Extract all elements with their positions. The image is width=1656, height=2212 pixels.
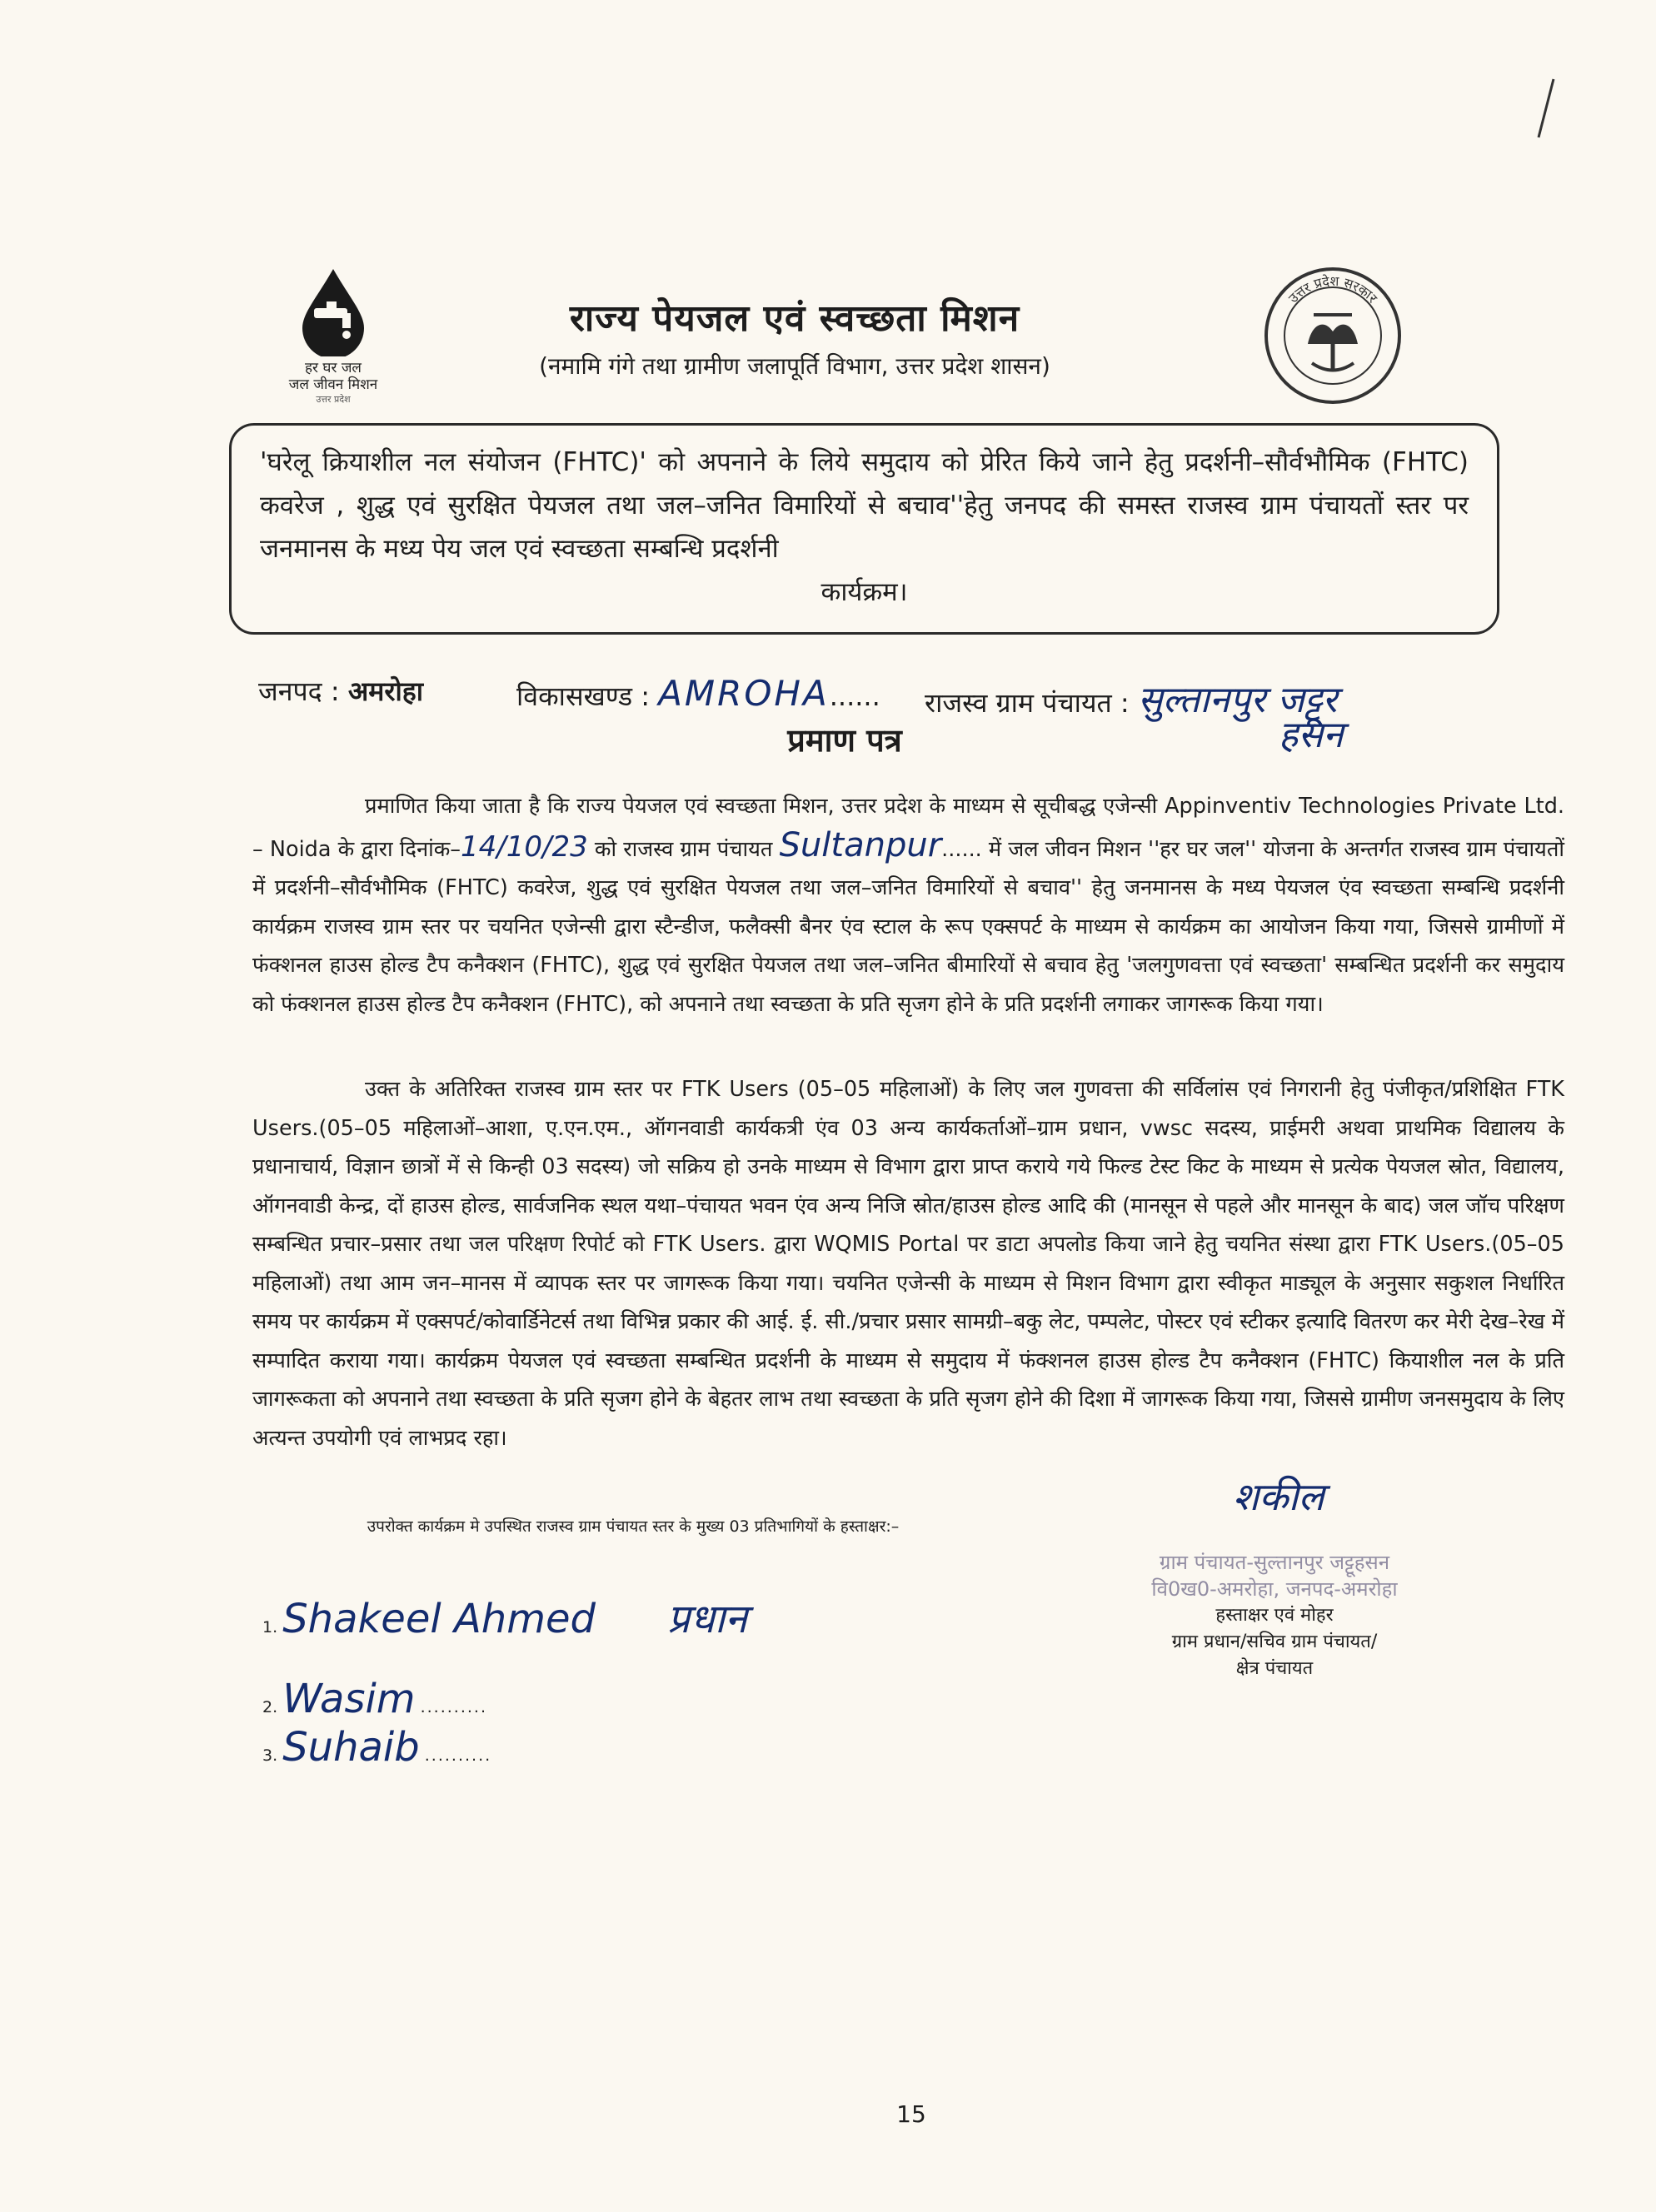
certificate-title: प्रमाण पत्र — [787, 722, 902, 759]
program-date: 14/10/23 — [461, 830, 588, 864]
pradhan-signature: शकील — [1233, 1474, 1324, 1519]
seal-text: उत्तर प्रदेश सरकार — [1284, 272, 1381, 306]
program-heading-last-line: कार्यक्रम। — [821, 577, 908, 607]
signatory-line-3: क्षेत्र पंचायत — [1235, 1658, 1314, 1679]
pen-mark-icon — [1529, 75, 1562, 142]
panchayat-value-2: हसन — [1279, 714, 1344, 756]
signatory-line-2: ग्राम प्रधान/सचिव ग्राम पंचायत/ — [1171, 1632, 1378, 1652]
participants-caption: उपरोक्त कार्यक्रम मे उपस्थित राजस्व ग्राम पंचायत स्तर के मुख्य 03 प्रतिभागियों के हस्ताक्षर:– — [367, 1517, 900, 1536]
page-title: राज्य पेयजल एवं स्वच्छता मिशन — [569, 297, 1020, 340]
page-number: 15 — [896, 2100, 926, 2128]
signatory-line-1: हस्ताक्षर एवं मोहर — [1215, 1605, 1334, 1626]
block-label: विकासखण्ड : — [516, 680, 651, 712]
village-name: Sultanpur — [779, 825, 942, 864]
participant-number: 1. — [262, 1618, 278, 1637]
up-government-seal-icon — [1262, 265, 1404, 406]
logo-caption-3: उत्तर प्रदेश — [316, 394, 351, 405]
program-heading-text: 'घरेलू क्रियाशील नल संयोजन (FHTC)' को अपनाने के लिये समुदाय को प्रेरित किये जाने हेतु प्रदर्शनी–सौर्वभौमिक (FHTC) कवरेज , शुद्ध एवं सुरक्षित पेयजल तथा जल–जनित विमारियों से बचाव''हेतु जनपद की समस्त राजस्व ग्राम पंचायतों स्तर पर जनमानस के मध्य पेय जल एवं स्वच्छता सम्बन्धि प्रदर्शनी — [260, 447, 1469, 564]
para1-text-a: प्रमाणित किया जाता है कि राज्य पेयजल एवं स्वच्छता मिशन, उत्तर प्रदेश के माध्यम से सूचीबद्ध एजेन्सी Appinventiv Technologies Private Ltd. – Noida के द्वारा दिनांक– — [252, 794, 1564, 862]
page-subtitle: (नमामि गंगे तथा ग्रामीण जलापूर्ति विभाग, उत्तर प्रदेश शासन) — [539, 352, 1050, 380]
logo-caption-1: हर घर जल — [305, 360, 362, 376]
participant-signature: Wasim — [282, 1676, 416, 1722]
participant-signature: Shakeel Ahmed — [282, 1596, 596, 1642]
panchayat-field — [925, 673, 1337, 723]
district-value: अमरोहा — [347, 675, 424, 707]
para1-text-c: ...... में जल जीवन मिशन ''हर घर जल'' योजना के अन्तर्गत राजस्व ग्राम पंचायतों में प्रदर्शनी–सौर्वभौमिक (FHTC) कवरेज, शुद्ध एवं सुरक्षित पेयजल तथा जल–जनित विमारियों से बचाव'' हेतु जनमानस के मध्य पेयजल एंव स्वच्छता सम्बन्धि प्रदर्शनी कार्यक्रम राजस्व ग्राम स्तर पर चयनित एजेन्सी द्वारा स्टैन्डीज, फलैक्सी बैनर एंव स्टाल के रूप एक्सपर्ट के माध्यम से कार्यक्रम का आयोजन किया गया, जिससे ग्रामीणों में फंक्शनल हाउस होल्ड टैप कनैक्शन (FHTC), शुद्ध एवं सुरक्षित पेयजल तथा जल–जनित बीमारियों से बचाव हेतु 'जलगुणवत्ता एवं स्वच्छता' सम्बन्धित प्रदर्शनी कर समुदाय को फंक्शनल हाउस होल्ड टैप कनैक्शन (FHTC), को अपनाने तथा स्वच्छता के प्रति सृजग होने के प्रति प्रदर्शनी लगाकर जागरूक किया गया। — [252, 836, 1564, 1017]
panchayat-value-1: सुल्तानपुर जट्टूर — [1137, 679, 1338, 721]
logo-caption-2: जल जीवन मिशन — [288, 376, 378, 393]
district-field — [258, 673, 423, 709]
certificate-paragraph-2: उक्त के अतिरिक्त राजस्व ग्राम स्तर पर FTK Users (05–05 महिलाओं) के लिए जल गुणवत्ता की सर्विलांस एवं निगरानी हेतु पंजीकृत/प्रशिक्षित FTK Users.(05–05 महिलाओं–आशा, ए.एन.एम., ऑगनवाडी कार्यकत्री एंव 03 अन्य कार्यकर्ताओं–ग्राम प्रधान, vwsc सदस्य, प्राईमरी अथवा प्राथमिक विद्यालय के प्रधानाचार्य, विज्ञान छात्रों में से किन्ही 03 सदस्य) जो सक्रिय हो उनके माध्यम से विभाग द्वारा प्राप्त कराये गये फिल्ड टेस्ट किट के माध्यम से प्रत्येक पेयजल स्रोत, विद्यालय, ऑगनवाडी केन्द्र, दों हाउस होल्ड, सार्वजनिक स्थल यथा–पंचायत भवन एंव अन्य निजि स्रोत/हाउस होल्ड आदि की (मानसून से पहले और मानसून के बाद) जल जॉच परिक्षण सम्बन्धित प्रचार–प्रसार तथा जल परिक्षण रिपोर्ट को FTK Users. द्वारा WQMIS Portal पर डाटा अपलोड किया जाने हेतु चयनित संस्था द्वारा FTK Users.(05–05 महिलाओं) तथा आम जन–मानस में व्यापक स्तर पर जागरूक किया गया। चयनित एजेन्सी के माध्यम से मिशन विभाग द्वारा स्वीकृत माड्यूल के अनुसार सकुशल निर्धारित समय पर कार्यक्रम में एक्सपर्ट/कोवार्डिनेटर्स तथा विभिन्न प्रकार की आई. ई. सी./प्रचार प्रसार सामग्री–बकु लेट, पम्पलेट, पोस्टर एवं स्टीकर इत्यादि वितरण कर मेरी देख–रेख में सम्पादित कराया गया। कार्यक्रम पेयजल एवं स्वच्छता सम्बन्धित प्रदर्शनी के माध्यम से समुदाय में फंक्शनल हाउस होल्ड टैप कनैक्शन (FHTC) कियाशील नल के प्रति जागरूकता को अपनाने तथा स्वच्छता के प्रति सृजग होने के बेहतर लाभ तथा स्वच्छता के प्रति सृजग होने की दिशा में जागरूक किया गया, जिससे ग्रामीण जनसमुदाय के लिए अत्यन्त उपयोगी एवं लाभप्रद रहा। — [252, 1077, 1564, 1451]
stamp-line-1: ग्राम पंचायत-सुल्तानपुर जट्टूहसन — [1159, 1551, 1390, 1574]
block-value: AMROHA — [658, 673, 830, 714]
program-heading-box — [229, 423, 1499, 635]
participant-number: 2. — [262, 1698, 278, 1716]
participant-dots: .......... — [420, 1698, 487, 1716]
participant-row-2 — [262, 1676, 487, 1722]
para1-text-b: को राजस्व ग्राम पंचायत — [587, 836, 780, 862]
participant-row-3 — [262, 1724, 491, 1771]
certificate-paragraph-1 — [252, 787, 1564, 1024]
participant-dots: .......... — [424, 1746, 492, 1765]
signatory-block — [1050, 1549, 1499, 1682]
district-label: जनपद : — [258, 675, 340, 707]
panchayat-label: राजस्व ग्राम पंचायत : — [925, 687, 1130, 719]
participant-signature: Suhaib — [282, 1724, 420, 1771]
block-field — [516, 673, 880, 714]
participant-role: प्रधान — [667, 1596, 747, 1642]
block-dots: ...... — [829, 680, 880, 712]
participant-number: 3. — [262, 1746, 278, 1765]
stamp-line-2: वि0ख0-अमरोहा, जनपद-अमरोहा — [1151, 1577, 1398, 1601]
participant-row-1 — [262, 1591, 747, 1645]
